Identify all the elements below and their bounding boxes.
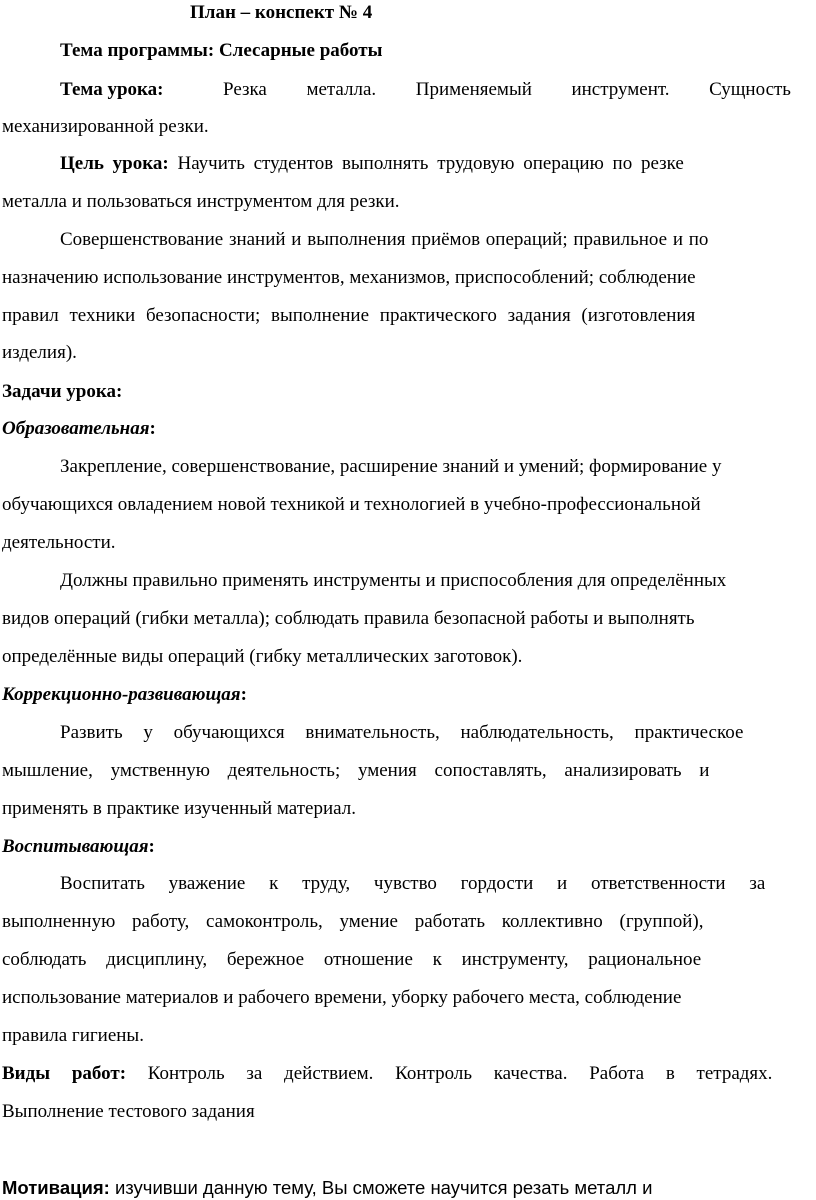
- improvement-line4: изделия).: [2, 342, 77, 363]
- educational-p2-line3: определённые виды операций (гибку металлических заготовок).: [2, 646, 523, 667]
- upbringing-heading: Воспитывающая:: [2, 836, 155, 857]
- motivation-label: Мотивация:: [2, 1177, 110, 1198]
- work-types-line1: [2, 1062, 772, 1086]
- lesson-goal-line2: металла и пользоваться инструментом для резки.: [2, 191, 400, 212]
- work-types-text: Контроль за действием. Контроль качества. Работа в тетрадях.: [147, 1063, 773, 1084]
- lesson-goal-line1: [60, 152, 785, 176]
- educational-p1-line3: деятельности.: [2, 532, 116, 553]
- upbringing-line2: выполненную работу, самоконтроль, умение работать коллективно (группой),: [2, 911, 704, 932]
- lesson-topic-text: Резка металла. Применяемый инструмент. Сущность: [223, 79, 791, 100]
- correctional-line1: Развить у обучающихся внимательность, наблюдательность, практическое: [60, 722, 744, 743]
- educational-p2-line1: Должны правильно применять инструменты и приспособления для определённых: [60, 570, 727, 591]
- program-line: [60, 39, 382, 63]
- improvement-line2: назначению использование инструментов, механизмов, приспособлений; соблюдение: [2, 267, 696, 288]
- document-title: План – конспект № 4: [190, 2, 373, 23]
- correctional-line2: мышление, умственную деятельность; умения сопоставлять, анализировать и: [2, 760, 710, 781]
- motivation-text: изучивши данную тему, Вы сможете научится резать металл и: [114, 1177, 653, 1198]
- upbringing-line5: правила гигиены.: [2, 1025, 144, 1046]
- lesson-topic-line1: [60, 78, 791, 102]
- program-value: Слесарные работы: [218, 40, 383, 61]
- lesson-topic-label: Тема урока:: [60, 79, 164, 100]
- improvement-line1: Совершенствование знаний и выполнения приёмов операций; правильное и по: [60, 229, 709, 250]
- work-types-label: Виды работ:: [2, 1063, 127, 1084]
- upbringing-line1: Воспитать уважение к труду, чувство гордости и ответственности за: [60, 873, 766, 894]
- correctional-line3: применять в практике изученный материал.: [2, 798, 356, 819]
- improvement-line3: правил техники безопасности; выполнение практического задания (изготовления: [2, 305, 696, 326]
- educational-p1-line2: обучающихся овладением новой техникой и технологией в учебно-профессиональной: [2, 494, 701, 515]
- lesson-topic-line2: механизированной резки.: [2, 116, 209, 137]
- program-label: Тема программы:: [60, 40, 215, 61]
- tasks-heading: Задачи урока:: [2, 381, 123, 402]
- lesson-goal-label: Цель урока:: [60, 153, 169, 174]
- work-types-line2: Выполнение тестового задания: [2, 1101, 255, 1122]
- correctional-heading: Коррекционно-развивающая:: [2, 684, 247, 705]
- upbringing-line4: использование материалов и рабочего времени, уборку рабочего места, соблюдение: [2, 987, 682, 1008]
- motivation-line: [2, 1176, 652, 1200]
- lesson-goal-text: Научить студентов выполнять трудовую операцию по резке: [177, 153, 684, 174]
- educational-p2-line2: видов операций (гибки металла); соблюдать правила безопасной работы и выполнять: [2, 608, 695, 629]
- upbringing-line3: соблюдать дисциплину, бережное отношение к инструменту, рациональное: [2, 949, 702, 970]
- educational-heading: Образовательная:: [2, 418, 156, 439]
- educational-p1-line1: Закрепление, совершенствование, расширение знаний и умений; формирование у: [60, 456, 722, 477]
